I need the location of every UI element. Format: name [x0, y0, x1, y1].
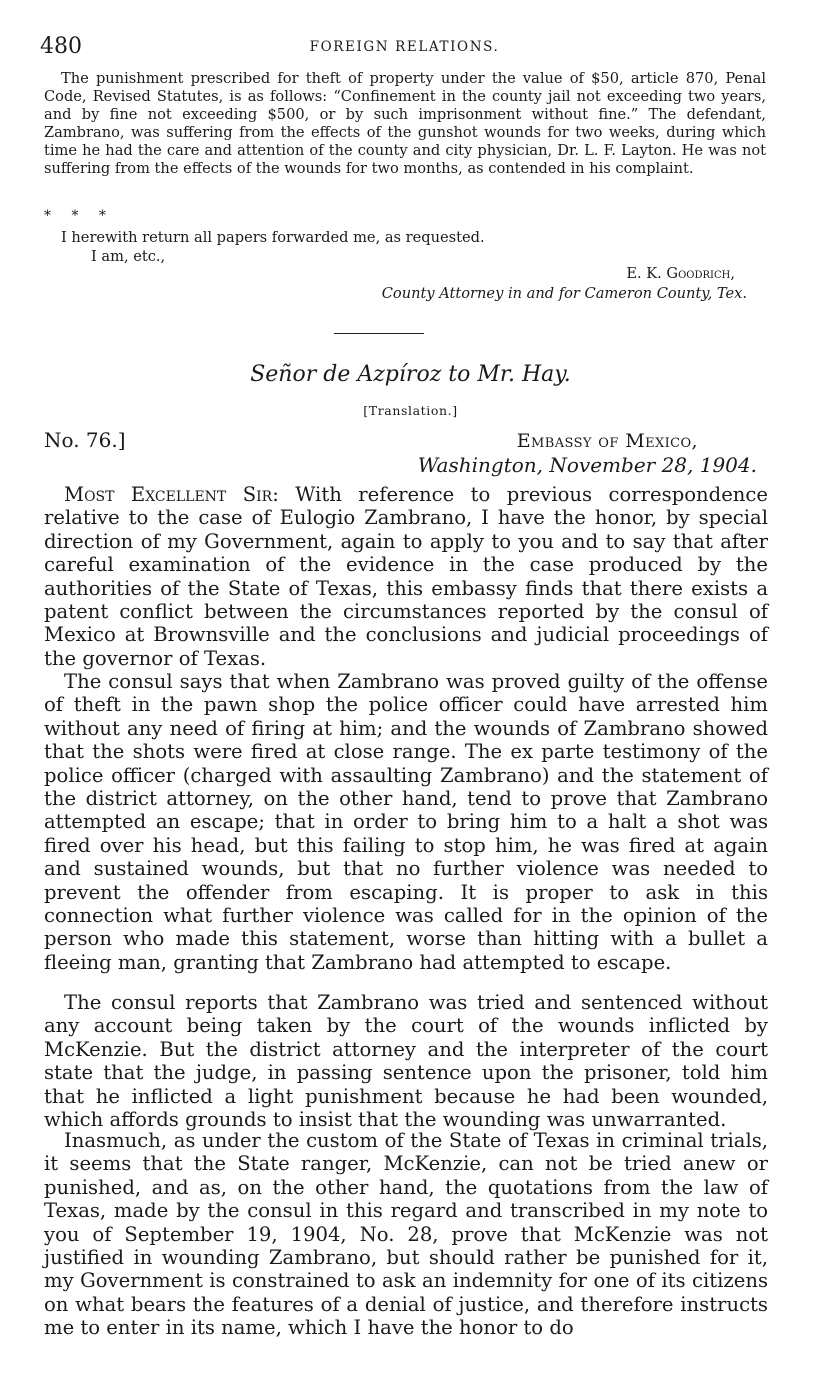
- paragraph-text: With reference to previous correspondence relative to the case of Eulogio Zambrano, I have the honor, by special direction of my Government, again to apply to you and to say that after careful examination of the evidence in the case produced by the authorities of the State of Texas, this embassy finds that there exists a patent conflict between the circumstances reported by the consul of Mexico at Brownsville and the conclusions and judicial proceedings of the governor of Texas.: [44, 483, 768, 670]
- sender-line: Embassy of Mexico,: [516, 430, 698, 452]
- running-head: [40, 34, 769, 60]
- document-heading: Señor de Azpíroz to Mr. Hay.: [250, 362, 571, 387]
- body-paragraph-2: The consul says that when Zambrano was proved guilty of the offense of theft in the pawn shop the police officer could have arrested him without any need of firing at him; and the wounds of Zambrano showed that the shots were fired at close range. The ex parte testimony of the police officer (charged with assaulting Zambrano) and the statement of the district attorney, on the other hand, tend to prove that Zambrano attempted an escape; that in order to bring him to a halt a shot was fired over his head, but this failing to stop him, he was fired at again and sustained wounds, but that no further violence was needed to prevent the offender from escaping. It is proper to ask in this connection what further violence was called for in the opinion of the person who made this statement, worse than hitting with a bullet a fleeing man, granting that Zambrano had attempted to escape.: [44, 670, 768, 974]
- document-number: No. 76.]: [44, 428, 126, 452]
- body-paragraph-1: [44, 483, 768, 670]
- closing-line: I am, etc.,: [91, 248, 166, 265]
- translation-note: [Translation.]: [363, 403, 458, 418]
- prior-letter-paragraph: The punishment prescribed for theft of property under the value of $50, article 870, Penal Code, Revised Statutes, is as follows: “Confinement in the county jail not exceeding two years, and by fine not exceeding $500, or by such imprisonment without fine.” The defendant, Zambrano, was suffering from the effects of the gunshot wounds for two weeks, during which time he had the care and attention of the county and city physician, Dr. L. F. Layton. He was not suffering from the effects of the wounds for two months, as contended in his complaint.: [44, 70, 766, 177]
- place-date-line: Washington, November 28, 1904.: [417, 453, 757, 477]
- body-paragraph-3: The consul reports that Zambrano was tried and sentenced without any account being taken by the court of the wounds inflicted by McKenzie. But the district attorney and the interpreter of the court state that the judge, in passing sentence upon the prisoner, told him that he inflicted a light punishment because he had been wounded, which affords grounds to insist that the wounding was unwarranted.: [44, 991, 768, 1132]
- salutation: Most Excellent Sir:: [64, 483, 279, 506]
- ellipsis-stars: * * *: [44, 208, 114, 224]
- running-title: FOREIGN RELATIONS.: [309, 39, 500, 55]
- section-divider: [334, 333, 424, 334]
- page-number: 480: [40, 34, 82, 59]
- body-paragraph-4: Inasmuch, as under the custom of the State of Texas in criminal trials, it seems that the State ranger, McKenzie, can not be tried anew or punished, and as, on the other hand, the quotations from the law of Texas, made by the consul in this regard and transcribed in my note to you of September 19, 1904, No. 28, prove that McKenzie was not justified in wounding Zambrano, but should rather be punished for it, my Government is constrained to ask an indemnity for one of its citizens on what bears the features of a denial of justice, and therefore instructs me to enter in its name, which I have the honor to do: [44, 1129, 768, 1340]
- return-papers-line: I herewith return all papers forwarded me, as requested.: [61, 229, 485, 246]
- signature-name: E. K. Goodrich,: [626, 265, 735, 282]
- signature-title: County Attorney in and for Cameron County, Tex.: [381, 285, 747, 302]
